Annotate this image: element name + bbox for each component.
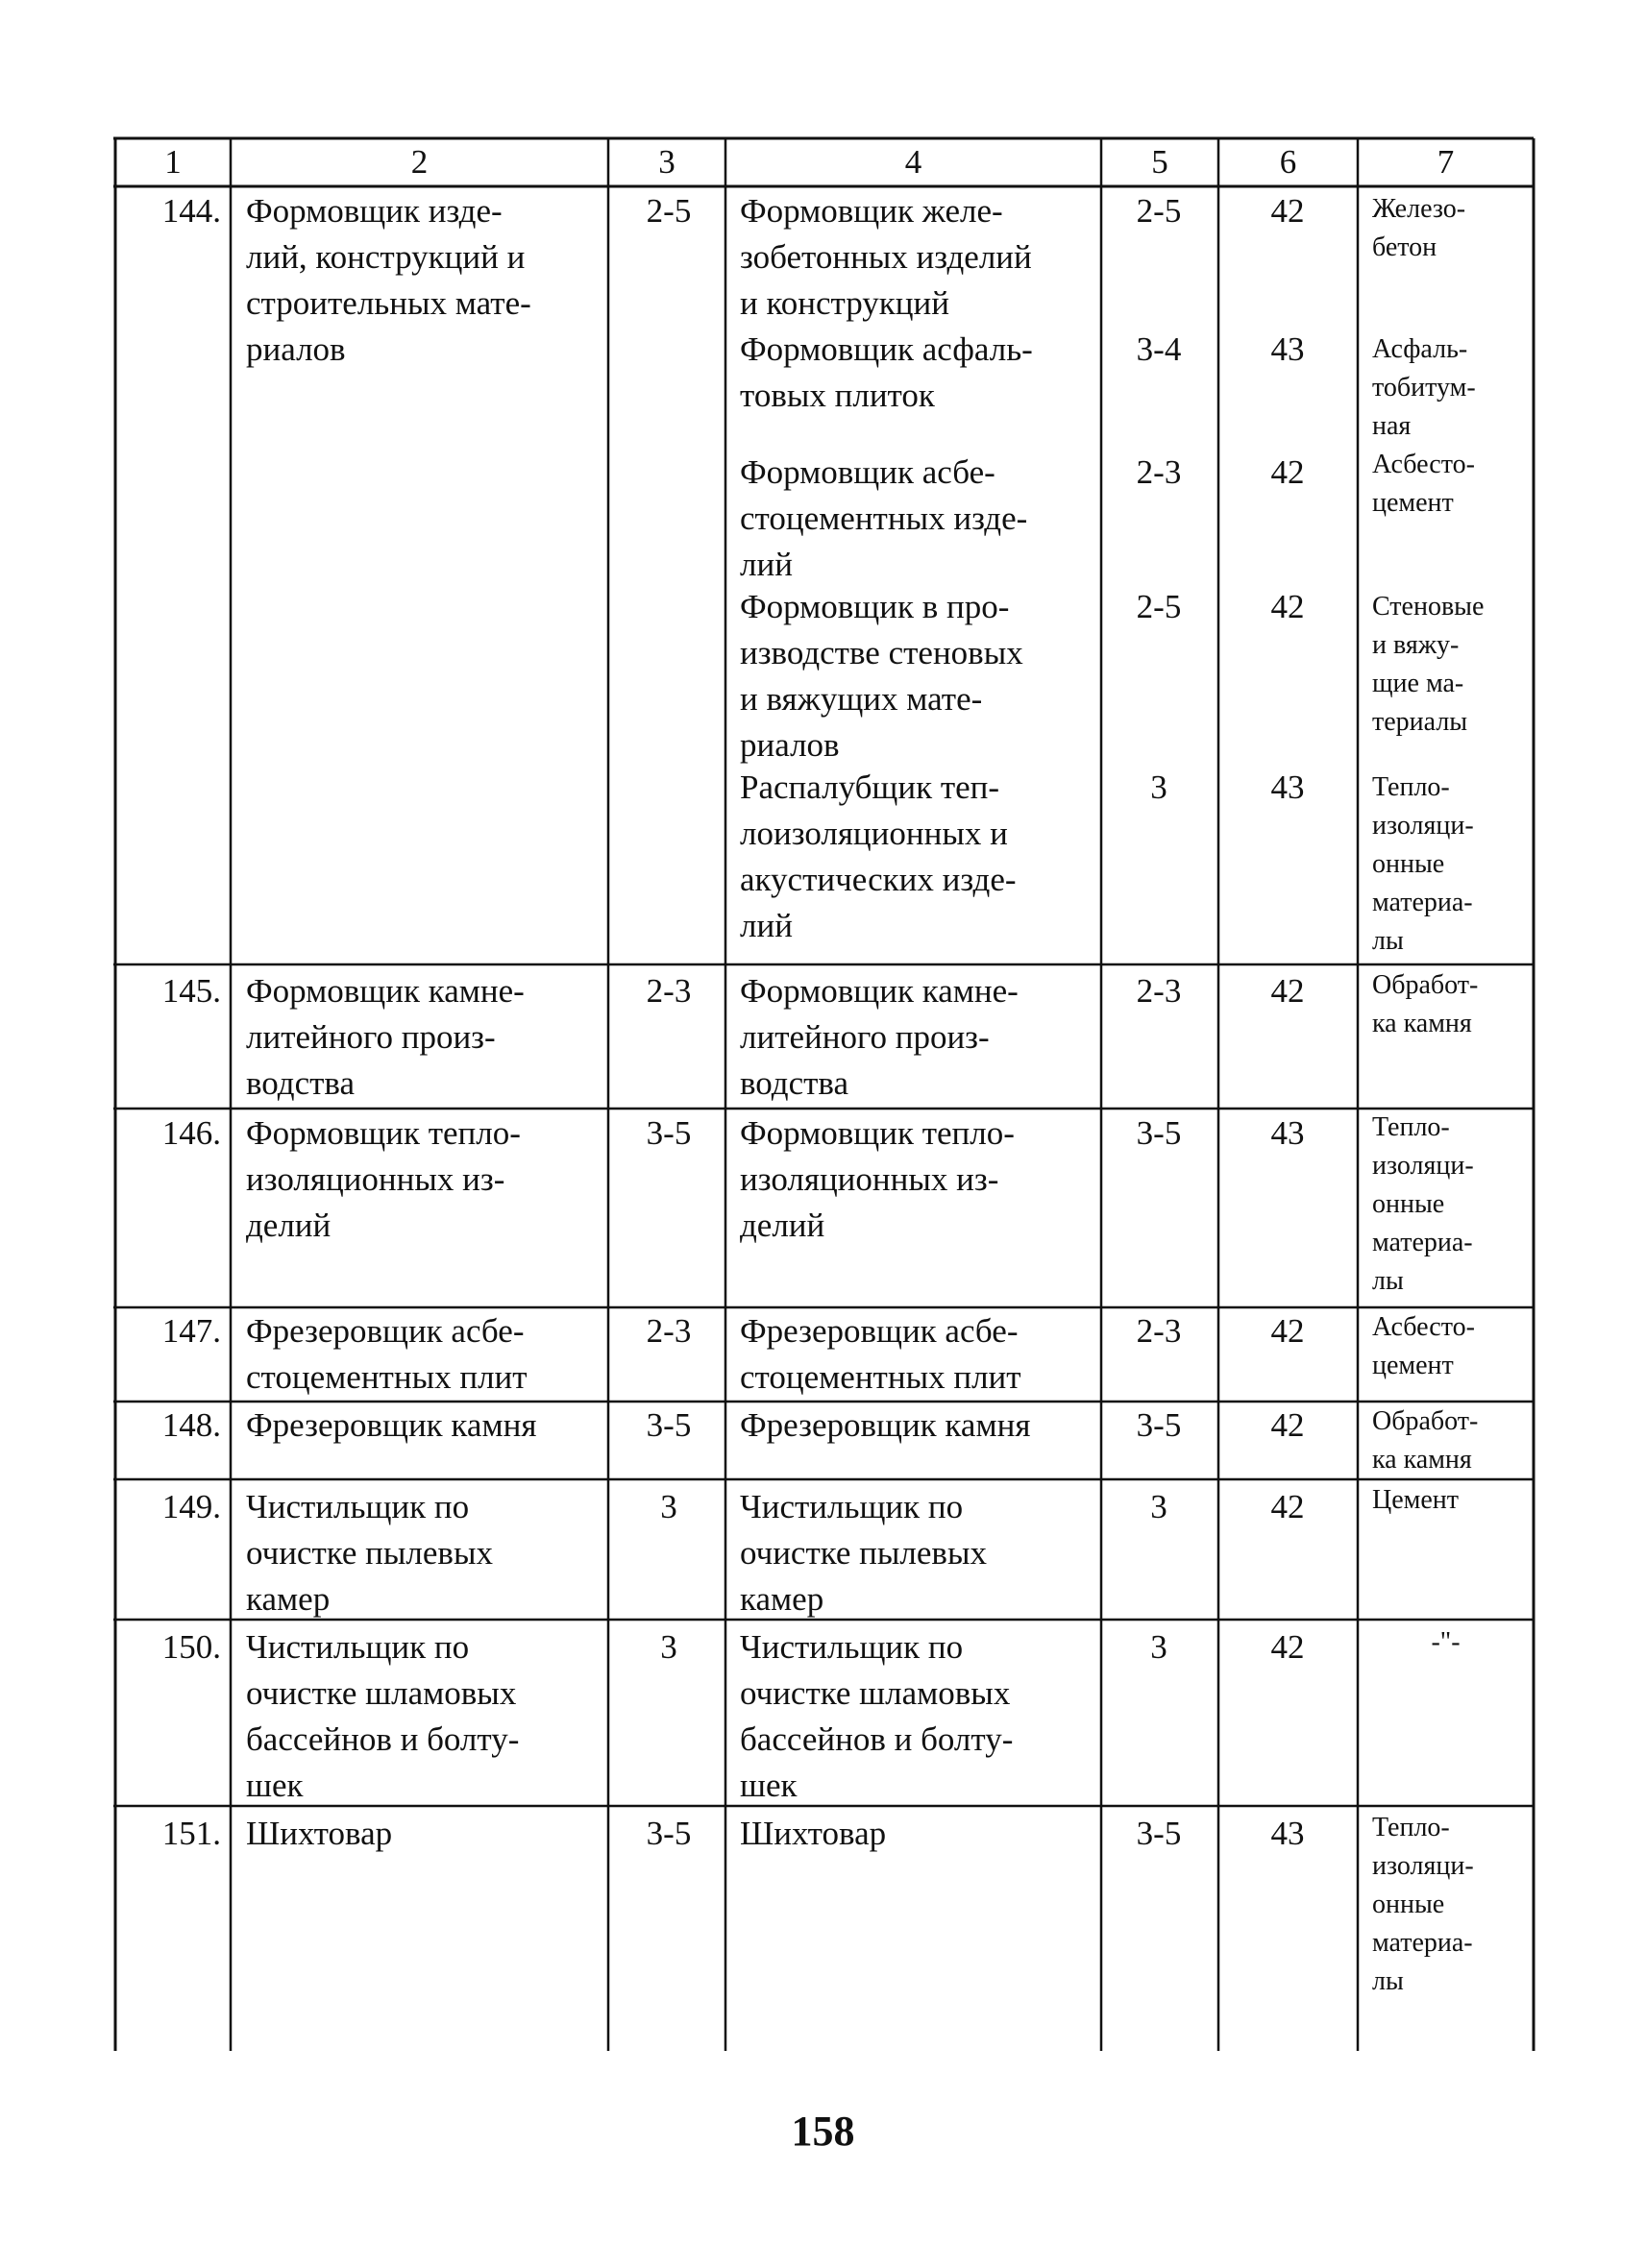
subentry-issue: 42 xyxy=(1270,588,1305,625)
grade-range: 2-5 xyxy=(646,192,692,230)
subentry-section: Асбесто- цемент xyxy=(1372,1312,1475,1380)
subentry-issue: 43 xyxy=(1270,1114,1305,1152)
header-col-3: 3 xyxy=(658,143,676,181)
header-col-2: 2 xyxy=(410,143,429,181)
row-number: 146. xyxy=(161,1114,221,1152)
subentry-range: 3-5 xyxy=(1136,1406,1182,1444)
grade-range: 3-5 xyxy=(646,1815,692,1852)
subentry-name: Фрезеровщик асбе- стоцементных плит xyxy=(740,1312,1021,1396)
grade-range: 3 xyxy=(660,1488,677,1525)
subentry-range: 3 xyxy=(1150,1628,1167,1666)
subentry-section: Тепло- изоляци- онные материа- лы xyxy=(1372,1112,1474,1296)
header-col-4: 4 xyxy=(904,143,922,181)
subentry-name: Формовщик асфаль- товых плиток xyxy=(740,330,1033,414)
grade-range: 3-5 xyxy=(646,1114,692,1152)
subentry-section: Тепло- изоляци- онные материа- лы xyxy=(1372,772,1474,956)
subentry-range: 2-3 xyxy=(1136,1312,1182,1350)
subentry-name: Фрезеровщик камня xyxy=(740,1406,1031,1444)
subentry-section: Обработ- ка камня xyxy=(1372,1406,1479,1475)
header-col-7: 7 xyxy=(1437,143,1455,181)
subentry-range: 3 xyxy=(1150,768,1167,806)
subentry-issue: 42 xyxy=(1270,192,1305,230)
subentry-issue: 42 xyxy=(1270,972,1305,1010)
ditto-mark: -"- xyxy=(1431,1627,1461,1657)
subentry-range: 2-5 xyxy=(1136,192,1182,230)
profession-name: Чистильщик по очистке пылевых камер xyxy=(246,1488,493,1618)
grade-range: 3 xyxy=(660,1628,677,1666)
subentry-section: Асбесто- цемент xyxy=(1372,450,1475,518)
header-col-6: 6 xyxy=(1279,143,1297,181)
subentry-range: 2-5 xyxy=(1136,588,1182,625)
grade-range: 2-3 xyxy=(646,972,692,1010)
subentry-name: Формовщик тепло- изоляционных из- делий xyxy=(740,1114,1015,1244)
subentry-issue: 42 xyxy=(1270,1628,1305,1666)
subentry-issue: 42 xyxy=(1270,453,1305,491)
subentry-issue: 43 xyxy=(1270,1815,1305,1852)
profession-name: Чистильщик по очистке шламовых бассейнов и болту- шек xyxy=(246,1628,520,1804)
row-number: 148. xyxy=(161,1406,221,1444)
row-number: 151. xyxy=(161,1815,221,1852)
profession-name: Формовщик тепло- изоляционных из- делий xyxy=(246,1114,521,1244)
profession-name: Формовщик камне- литейного произ- водства xyxy=(246,972,525,1102)
subentry-issue: 42 xyxy=(1270,1488,1305,1525)
subentry-name: Чистильщик по очистке шламовых бассейнов и болту- шек xyxy=(740,1628,1014,1804)
grade-range: 3-5 xyxy=(646,1406,692,1444)
subentry-section: Цемент xyxy=(1372,1485,1460,1515)
subentry-issue: 43 xyxy=(1270,330,1305,368)
profession-name: Фрезеровщик камня xyxy=(246,1406,537,1444)
subentry-issue: 43 xyxy=(1270,768,1305,806)
subentry-name: Формовщик в про- изводстве стеновых и вяжущих мате- риалов xyxy=(740,588,1023,764)
subentry-issue: 42 xyxy=(1270,1312,1305,1350)
subentry-section: Асфаль- тобитум- ная xyxy=(1372,334,1476,441)
subentry-name: Формовщик камне- литейного произ- водства xyxy=(740,972,1019,1102)
profession-name: Фрезеровщик асбе- стоцементных плит xyxy=(246,1312,528,1396)
profession-name: Формовщик изде- лий, конструкций и строительных мате- риалов xyxy=(246,192,531,368)
subentry-section: Стеновые и вяжу- щие ма- териалы xyxy=(1372,592,1485,737)
subentry-name: Формовщик желе- зобетонных изделий и конструкций xyxy=(740,192,1032,322)
row-number: 147. xyxy=(161,1312,221,1350)
row-number: 149. xyxy=(161,1488,221,1525)
page-number: 158 xyxy=(791,2108,855,2155)
subentry-range: 2-3 xyxy=(1136,453,1182,491)
subentry-name: Шихтовар xyxy=(740,1815,887,1852)
subentry-range: 3-4 xyxy=(1136,330,1182,368)
subentry-range: 3-5 xyxy=(1136,1114,1182,1152)
header-col-1: 1 xyxy=(164,143,182,181)
row-number: 144. xyxy=(161,192,221,230)
subentry-section: Тепло- изоляци- онные материа- лы xyxy=(1372,1813,1474,1996)
subentry-name: Формовщик асбе- стоцементных изде- лий xyxy=(740,453,1028,583)
profession-name: Шихтовар xyxy=(246,1815,393,1852)
subentry-name: Чистильщик по очистке пылевых камер xyxy=(740,1488,987,1618)
header-col-5: 5 xyxy=(1151,143,1168,181)
subentry-name: Распалубщик теп- лоизоляционных и акустических изде- лий xyxy=(740,768,1017,944)
subentry-section: Железо- бетон xyxy=(1372,194,1466,262)
row-number: 150. xyxy=(161,1628,221,1666)
subentry-issue: 42 xyxy=(1270,1406,1305,1444)
subentry-range: 2-3 xyxy=(1136,972,1182,1010)
grade-range: 2-3 xyxy=(646,1312,692,1350)
row-number: 145. xyxy=(161,972,221,1010)
subentry-range: 3 xyxy=(1150,1488,1167,1525)
subentry-section: Обработ- ка камня xyxy=(1372,970,1479,1038)
subentry-range: 3-5 xyxy=(1136,1815,1182,1852)
